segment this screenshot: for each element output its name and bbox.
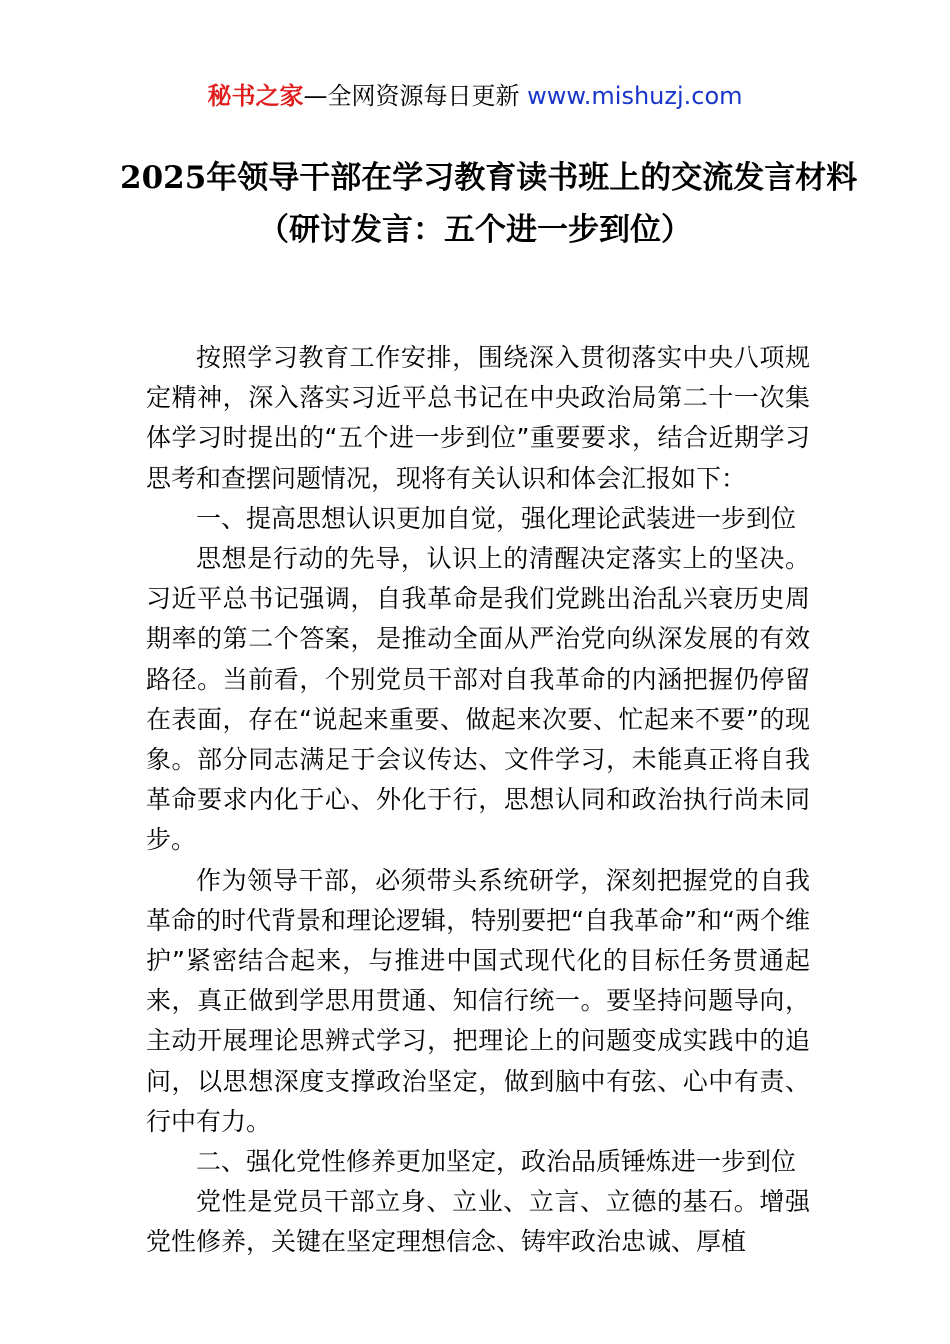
header-tagline: —全网资源每日更新: [303, 82, 528, 110]
document-body: [146, 338, 810, 1263]
title-line-1: 2025年领导干部在学习教育读书班上的交流发言材料: [120, 160, 858, 196]
document-title: [120, 152, 858, 256]
paragraph-section1-b: 作为领导干部，必须带头系统研学，深刻把握党的自我革命的时代背景和理论逻辑，特别要把“自我革命”和“两个维护”紧密结合起来，与推进中国式现代化的目标任务贯通起来，真正做到学思用贯通、知信行统一。要坚持问题导向，主动开展理论思辨式学习，把理论上的问题变成实践中的追问，以思想深度支撑政治坚定，做到脑中有弦、心中有责、行中有力。: [146, 865, 810, 1136]
site-header: [0, 80, 950, 112]
section-heading-2: 二、强化党性修养更加坚定，政治品质锤炼进一步到位: [196, 1147, 797, 1177]
brand-name: 秘书之家: [207, 82, 304, 110]
paragraph-section2-a: 党性是党员干部立身、立业、立言、立德的基石。增强党性修养，关键在坚定理想信念、铸牢政治忠诚、厚植: [146, 1187, 810, 1257]
paragraph-section1-a: 思想是行动的先导，认识上的清醒决定落实上的坚决。习近平总书记强调，自我革命是我们党跳出治乱兴衰历史周期率的第二个答案，是推动全面从严治党向纵深发展的有效路径。当前看，个别党员干部对自我革命的内涵把握仍停留在表面，存在“说起来重要、做起来次要、忙起来不要”的现象。部分同志满足于会议传达、文件学习，未能真正将自我革命要求内化于心、外化于行，思想认同和政治执行尚未同步。: [146, 544, 810, 855]
title-line-2: （研讨发言：五个进一步到位）: [258, 212, 692, 248]
paragraph-intro: 按照学习教育工作安排，围绕深入贯彻落实中央八项规定精神，深入落实习近平总书记在中央政治局第二十一次集体学习时提出的“五个进一步到位”重要要求，结合近期学习思考和查摆问题情况，现将有关认识和体会汇报如下：: [146, 343, 810, 493]
site-link[interactable]: www.mishuzj.com: [527, 82, 743, 110]
section-heading-1: 一、提高思想认识更加自觉，强化理论武装进一步到位: [196, 503, 797, 533]
